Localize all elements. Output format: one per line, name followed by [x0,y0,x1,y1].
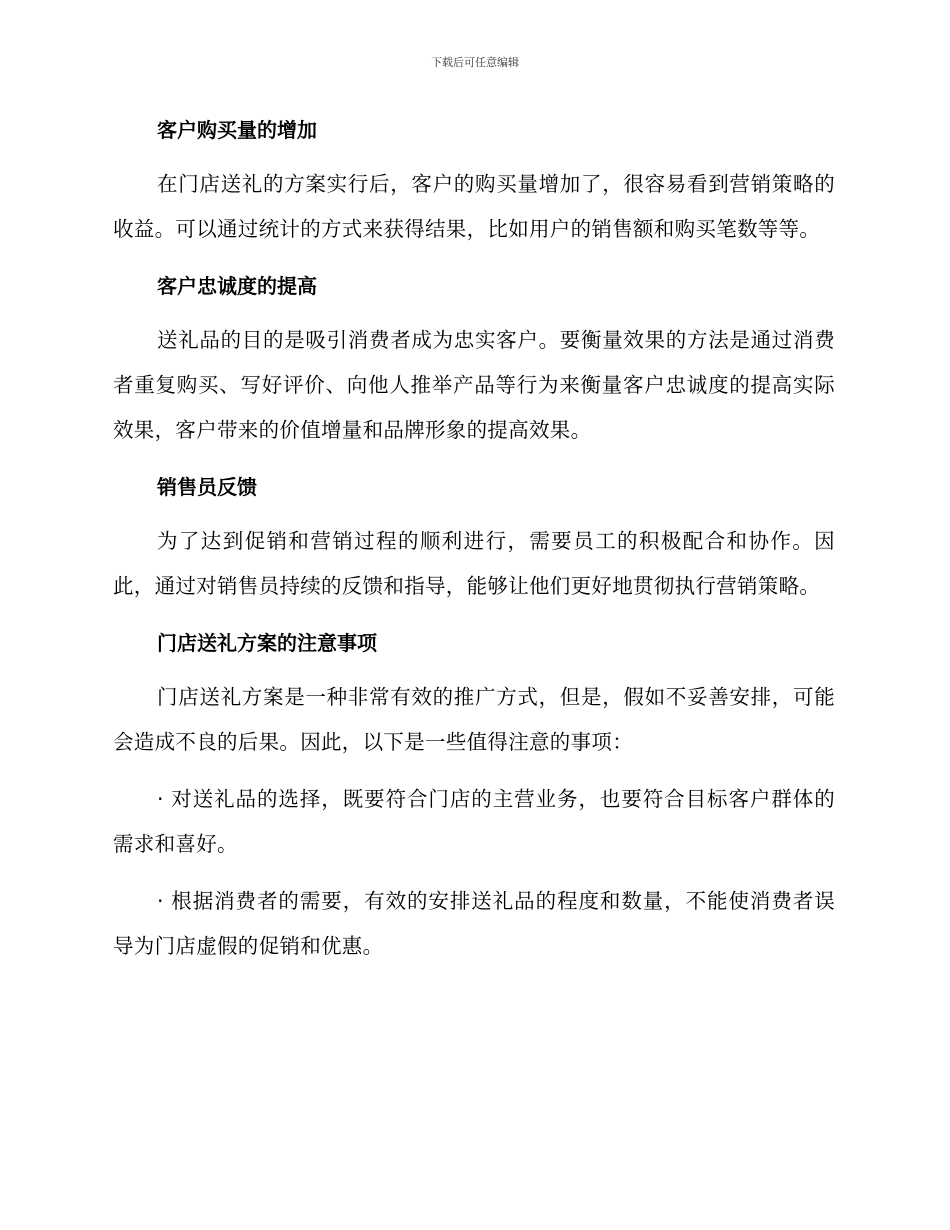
section-sales-feedback [113,467,835,609]
section-heading: 客户购买量的增加 [157,118,317,142]
header-note: 下载后可任意编辑 [431,56,519,69]
section-loyalty [113,266,835,453]
paragraph: 送礼品的目的是吸引消费者成为忠实客户。要衡量效果的方法是通过消费者重复购买、写好评价、向他人推举产品等行为来衡量客户忠诚度的提高实际效果，客户带来的价值增量和品牌形象的提高效果。 [113,328,835,442]
paragraph: 为了达到促销和营销过程的顺利进行，需要员工的积极配合和协作。因此，通过对销售员持续的反馈和指导，能够让他们更好地贯彻执行营销策略。 [113,529,835,598]
section-heading: 销售员反馈 [157,475,257,499]
paragraph: 在门店送礼的方案实行后，客户的购买量增加了，很容易看到营销策略的收益。可以通过统计的方式来获得结果，比如用户的销售额和购买笔数等等。 [113,172,835,241]
section-heading: 门店送礼方案的注意事项 [157,631,377,655]
bullet-item: · 对送礼品的选择，既要符合门店的主营业务，也要符合目标客户群体的需求和喜好。 [113,787,835,856]
paragraph: 门店送礼方案是一种非常有效的推广方式，但是，假如不妥善安排，可能会造成不良的后果。因此，以下是一些值得注意的事项： [113,685,835,754]
section-purchase-increase [113,110,835,252]
section-notes [113,623,835,969]
document-body [113,110,835,969]
bullet-item: · 根据消费者的需要，有效的安排送礼品的程度和数量，不能使消费者误导为门店虚假的促销和优惠。 [113,889,835,958]
section-heading: 客户忠诚度的提高 [157,274,317,298]
